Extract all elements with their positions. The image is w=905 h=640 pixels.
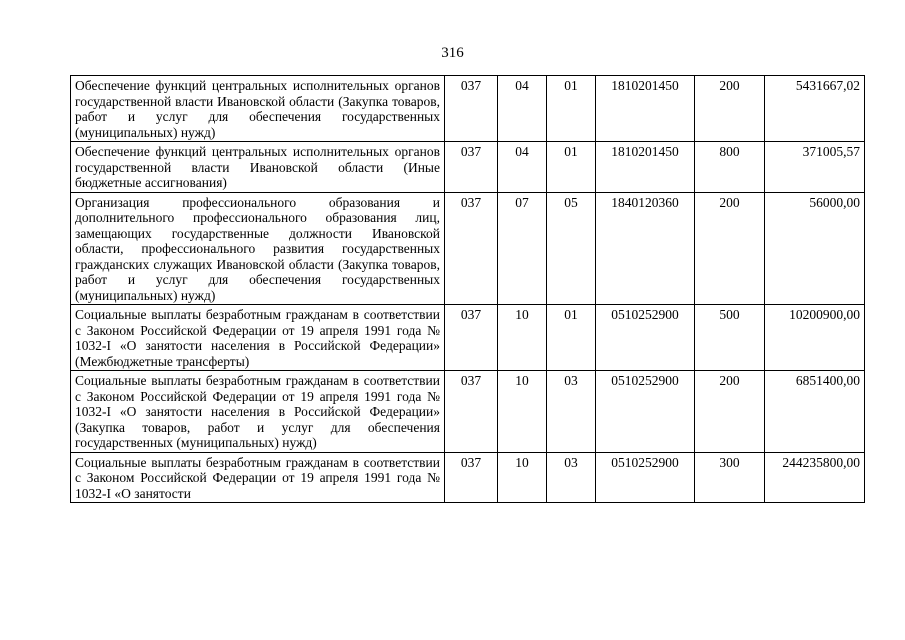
section-code: 10 <box>498 452 547 503</box>
target-article-code: 1810201450 <box>596 76 695 142</box>
section-code: 07 <box>498 192 547 305</box>
subsection-code: 03 <box>547 452 596 503</box>
target-article-code: 1840120360 <box>596 192 695 305</box>
table-row <box>71 142 865 193</box>
target-article-code: 0510252900 <box>596 452 695 503</box>
amount: 56000,00 <box>765 192 865 305</box>
ministry-code: 037 <box>445 192 498 305</box>
budget-table <box>70 75 865 503</box>
target-article-code: 1810201450 <box>596 142 695 193</box>
subsection-code: 01 <box>547 305 596 371</box>
row-description: Обеспечение функций центральных исполнительных органов государственной власти Ивановской области (Закупка товаров, работ и услуг для обеспечения государственных (муниципальных) нужд) <box>71 76 445 142</box>
amount: 371005,57 <box>765 142 865 193</box>
amount: 6851400,00 <box>765 371 865 453</box>
ministry-code: 037 <box>445 371 498 453</box>
amount: 244235800,00 <box>765 452 865 503</box>
expense-type-code: 200 <box>695 192 765 305</box>
row-description: Обеспечение функций центральных исполнительных органов государственной власти Ивановской области (Иные бюджетные ассигнования) <box>71 142 445 193</box>
subsection-code: 01 <box>547 76 596 142</box>
section-code: 04 <box>498 142 547 193</box>
table-row <box>71 305 865 371</box>
row-description: Социальные выплаты безработным гражданам в соответствии с Законом Российской Федерации от 19 апреля 1991 года № 1032-I «О занятости населения в Российской Федерации» (Межбюджетные трансферты) <box>71 305 445 371</box>
expense-type-code: 800 <box>695 142 765 193</box>
row-description: Социальные выплаты безработным гражданам в соответствии с Законом Российской Федерации от 19 апреля 1991 года № 1032-I «О занятости <box>71 452 445 503</box>
target-article-code: 0510252900 <box>596 371 695 453</box>
table-row <box>71 192 865 305</box>
row-description: Социальные выплаты безработным гражданам в соответствии с Законом Российской Федерации от 19 апреля 1991 года № 1032-I «О занятости населения в Российской Федерации» (Закупка товаров, работ и услуг для обеспечения государственных (муниципальных) нужд) <box>71 371 445 453</box>
ministry-code: 037 <box>445 305 498 371</box>
expense-type-code: 300 <box>695 452 765 503</box>
table-row <box>71 452 865 503</box>
section-code: 04 <box>498 76 547 142</box>
expense-type-code: 500 <box>695 305 765 371</box>
ministry-code: 037 <box>445 142 498 193</box>
ministry-code: 037 <box>445 452 498 503</box>
ministry-code: 037 <box>445 76 498 142</box>
amount: 10200900,00 <box>765 305 865 371</box>
table-row <box>71 371 865 453</box>
table-row <box>71 76 865 142</box>
amount: 5431667,02 <box>765 76 865 142</box>
expense-type-code: 200 <box>695 371 765 453</box>
target-article-code: 0510252900 <box>596 305 695 371</box>
section-code: 10 <box>498 371 547 453</box>
subsection-code: 03 <box>547 371 596 453</box>
page-number: 316 <box>441 45 464 61</box>
subsection-code: 01 <box>547 142 596 193</box>
expense-type-code: 200 <box>695 76 765 142</box>
section-code: 10 <box>498 305 547 371</box>
subsection-code: 05 <box>547 192 596 305</box>
row-description: Организация профессионального образования и дополнительного профессионального образования лиц, замещающих государственные должности Ивановской области, профессионального развития государственных гражданских служащих Ивановской области (Закупка товаров, работ и услуг для обеспечения государственных (муниципальных) нужд) <box>71 192 445 305</box>
